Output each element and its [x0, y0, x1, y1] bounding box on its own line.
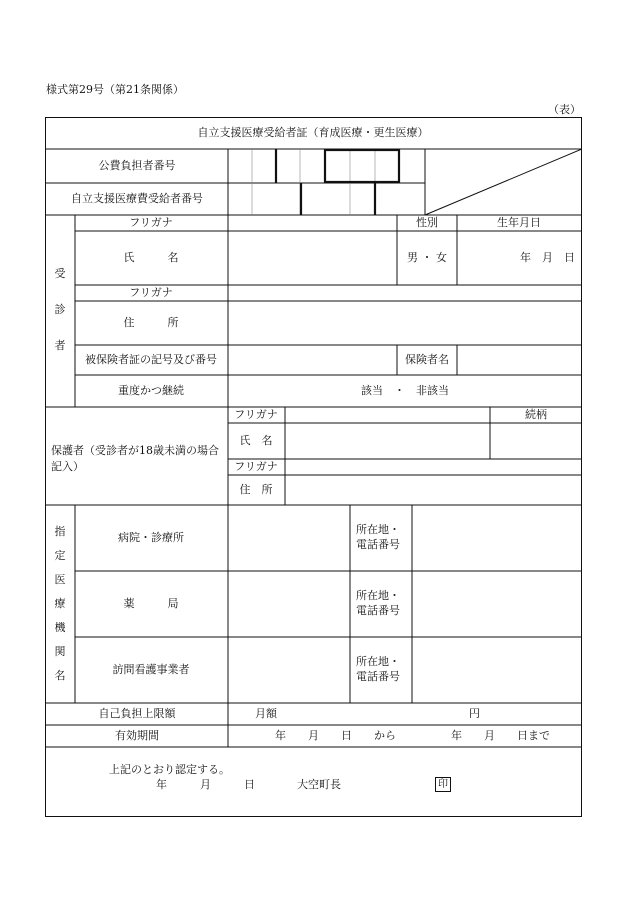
insurer-label: 保険者名	[405, 353, 449, 366]
guardian-address-furigana-label: フリガナ	[234, 460, 278, 473]
patient-address-label: 住 所	[123, 316, 179, 329]
patient-section-label: 受 診 者	[54, 267, 66, 352]
form-side-label: （表）	[548, 103, 581, 116]
guardian-furigana-label: フリガナ	[234, 408, 278, 421]
certification-date: 年 月 日	[156, 778, 255, 791]
pharmacy-location-phone-label: 所在地・ 電話番号	[356, 589, 400, 617]
birthdate-label: 生年月日	[497, 216, 541, 229]
copay-month-label: 月額	[255, 707, 277, 720]
copay-yen-label: 円	[469, 707, 480, 720]
institution-section-label: 指 定 医 療 機 関 名	[54, 525, 66, 682]
patient-address-furigana-label: フリガナ	[129, 286, 173, 299]
validity-label: 有効期間	[115, 729, 159, 742]
severe-continuous-value: 該当 ・ 非該当	[361, 384, 449, 397]
insurance-number-label: 被保険者証の記号及び番号	[85, 353, 217, 366]
hospital-label: 病院・診療所	[118, 531, 184, 544]
certificate-title: 自立支援医療受給者証（育成医療・更生医療）	[197, 126, 429, 139]
severe-continuous-label: 重度かつ継続	[118, 384, 184, 397]
patient-name-label: 氏 名	[123, 251, 179, 264]
recipient-number-label: 自立支援医療費受給者番号	[71, 192, 203, 205]
payer-number-label: 公費負担者番号	[98, 159, 176, 172]
guardian-label: 保護者（受診者が18歳未満の場合記入）	[51, 444, 219, 473]
pharmacy-label: 薬 局	[123, 597, 179, 610]
nursing-label: 訪問看護事業者	[112, 663, 190, 676]
guardian-address-label: 住 所	[239, 483, 273, 496]
gender-value: 男 ・ 女	[407, 251, 447, 264]
guardian-name-label: 氏 名	[239, 434, 273, 447]
guardian-relation-label: 続柄	[525, 408, 547, 421]
issuer-name: 大空町長	[297, 778, 341, 791]
validity-value: 年 月 日 から 年 月 日まで	[275, 729, 550, 742]
patient-furigana-label: フリガナ	[129, 216, 173, 229]
seal-mark: 印	[435, 777, 451, 792]
gender-label: 性別	[416, 216, 438, 229]
hospital-location-phone-label: 所在地・ 電話番号	[356, 523, 400, 551]
certificate-table	[45, 117, 582, 817]
nursing-location-phone-label: 所在地・ 電話番号	[356, 655, 400, 683]
form-number: 様式第29号（第21条関係）	[46, 83, 184, 96]
copay-limit-label: 自己負担上限額	[98, 707, 176, 720]
birthdate-value: 年 月 日	[520, 251, 575, 264]
certification-statement: 上記のとおり認定する。	[109, 763, 230, 776]
